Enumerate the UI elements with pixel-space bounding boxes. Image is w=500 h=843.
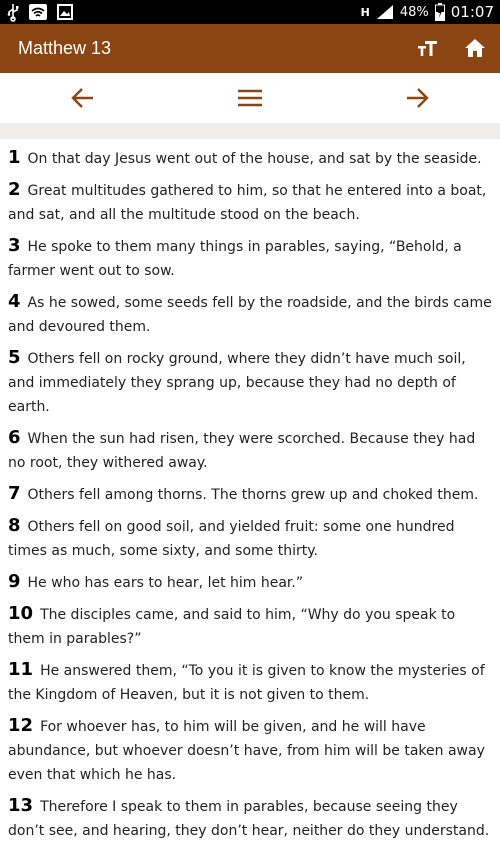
home-icon[interactable] [463,36,487,60]
wifi-icon [28,3,48,21]
verse-number: 13 [8,795,34,816]
verse[interactable] [8,234,492,283]
signal-icon [376,4,394,20]
verse-number: 9 [8,571,21,592]
verse-number: 6 [8,427,21,448]
verse-text: The disciples came, and said to him, “Why do you speak to them in parables?” [8,607,456,647]
verse[interactable] [8,426,492,475]
verse-number: 8 [8,515,21,536]
verse-text: As he sowed, some seeds fell by the roadside, and the birds came and devoured them. [8,295,492,335]
verse-text: Others fell among thorns. The thorns grew up and choked them. [27,487,479,503]
verse[interactable] [8,146,492,171]
verse-text: For whoever has, to him will be given, and he will have abundance, but whoever doesn’t have, from him will be taken away even that which he has. [8,719,485,783]
page-title: Matthew 13 [18,38,112,58]
verse-number: 12 [8,715,34,736]
verse-text: When the sun had risen, they were scorched. Because they had no root, they withered away. [8,431,476,471]
verse-text: Therefore I speak to them in parables, because seeing they don’t see, and hearing, they don’t hear, neither do they understand. [8,799,490,839]
verse-number: 5 [8,347,21,368]
verse-text: Great multitudes gathered to him, so that he entered into a boat, and sat, and all the multitude stood on the beach. [8,183,487,223]
verse[interactable] [8,482,492,507]
divider [0,123,500,139]
verse-text: Others fell on good soil, and yielded fruit: some one hundred times as much, some sixty, and some thirty. [8,519,455,559]
verse[interactable] [8,794,492,843]
chapter-navigation [0,73,500,123]
verse[interactable] [8,178,492,227]
verse-number: 4 [8,291,21,312]
verse-number: 10 [8,603,34,624]
verse-text: On that day Jesus went out of the house, and sat by the seaside. [27,151,482,167]
verse[interactable] [8,570,492,595]
battery-icon [435,3,445,21]
verse-number: 3 [8,235,21,256]
app-bar [0,24,500,73]
chapter-content[interactable] [0,139,500,839]
verse[interactable] [8,290,492,339]
verse-text: Others fell on rocky ground, where they didn’t have much soil, and immediately they sprang up, because they had no depth of earth. [8,351,466,415]
verse[interactable] [8,514,492,563]
verse-number: 7 [8,483,21,504]
verse-text: He answered them, “To you it is given to know the mysteries of the Kingdom of Heaven, but it is not given to them. [8,663,485,703]
clock: 01:07 [450,3,494,21]
text-size-icon[interactable] [416,36,440,60]
usb-icon [6,3,20,21]
verse[interactable] [8,602,492,651]
verse-text: He spoke to them many things in parables, saying, “Behold, a farmer went out to sow. [8,239,462,279]
arrow-left-icon[interactable] [70,85,96,111]
verse[interactable] [8,714,492,787]
gallery-icon [56,3,74,21]
verse[interactable] [8,346,492,419]
battery-percent: 48% [399,4,429,20]
network-type-label: H [360,5,370,19]
verse[interactable] [8,658,492,707]
verse-number: 1 [8,147,21,168]
menu-icon[interactable] [237,85,263,111]
status-bar [0,0,500,24]
arrow-right-icon[interactable] [404,85,430,111]
verse-text: He who has ears to hear, let him hear.” [27,575,304,591]
verse-number: 2 [8,179,21,200]
notification-icons [6,3,74,21]
verse-number: 11 [8,659,34,680]
